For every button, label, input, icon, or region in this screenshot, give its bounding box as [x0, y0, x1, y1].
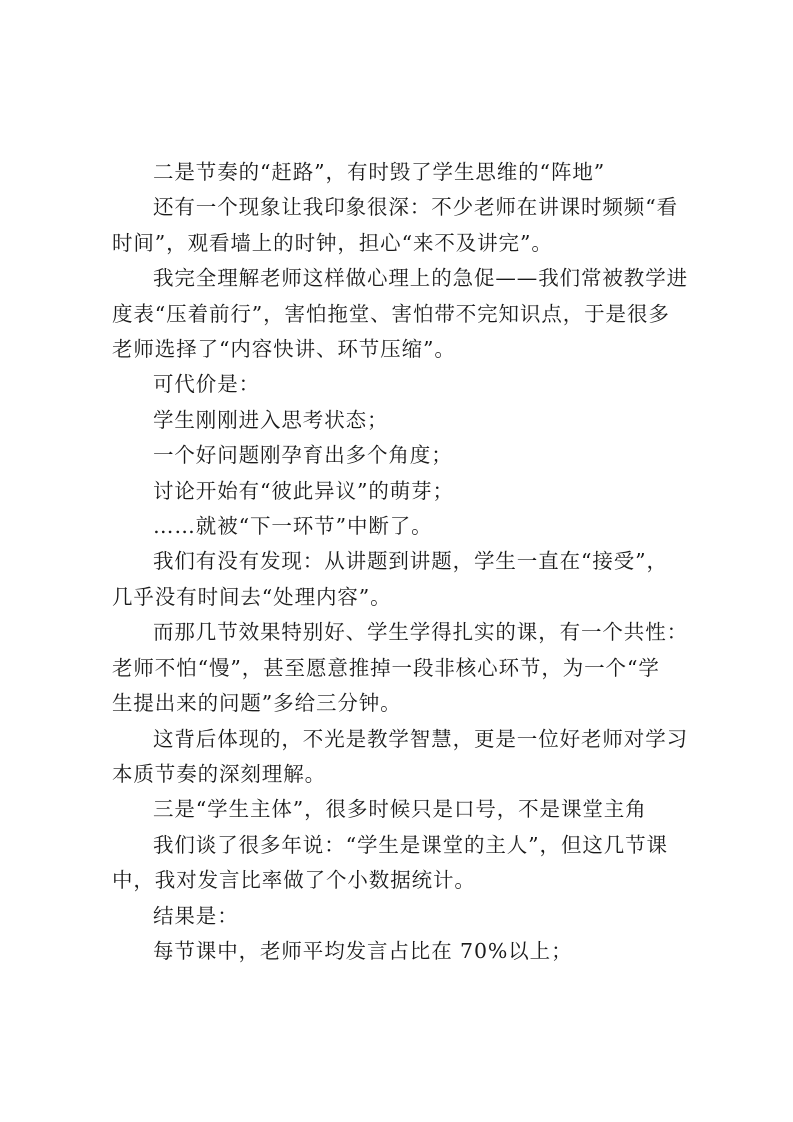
text-line: 中，我对发言比率做了个小数据统计。 — [112, 868, 476, 893]
text-line: 我们谈了很多年说：“学生是课堂的主人”，但这几节课 — [153, 832, 668, 857]
text-line: 时间”，观看墙上的时钟，担心“来不及讲完”。 — [112, 230, 553, 255]
text-line: 这背后体现的，不光是教学智慧，更是一位好老师对学习 — [153, 726, 688, 751]
text-line: 本质节奏的深刻理解。 — [112, 761, 326, 786]
section-heading-2 — [112, 155, 682, 190]
list-item — [112, 474, 682, 509]
text-line: 还有一个现象让我印象很深：不少老师在讲课时频频“看 — [153, 195, 678, 220]
paragraph — [112, 544, 682, 615]
list-item — [112, 509, 682, 544]
text-line: 讨论开始有“彼此异议”的萌芽； — [153, 478, 454, 503]
text-line: 一个好问题刚孕育出多个角度； — [153, 443, 453, 468]
paragraph — [112, 722, 688, 793]
text-line: 老师选择了“内容快讲、环节压缩”。 — [112, 337, 456, 362]
text-line: 而那几节效果特别好、学生学得扎实的课，有一个共性： — [153, 620, 688, 645]
text-line: 几乎没有时间去“处理内容”。 — [112, 584, 392, 609]
paragraph — [112, 828, 682, 899]
text-line: 我们有没有发现：从讲题到讲题，学生一直在“接受”， — [153, 549, 668, 574]
text-line: 结果是： — [153, 903, 239, 928]
text-line: 三是“学生主体”，很多时候只是口号，不是课堂主角 — [153, 797, 647, 822]
list-item — [112, 438, 682, 473]
text-line: 可代价是： — [153, 372, 260, 397]
text-line: 学生刚刚进入思考状态； — [153, 407, 389, 432]
paragraph — [112, 615, 688, 721]
text-line: 我完全理解老师这样做心理上的急促——我们常被教学进 — [153, 266, 688, 291]
paragraph — [112, 190, 682, 261]
paragraph — [112, 899, 682, 934]
paragraph — [112, 934, 682, 969]
text-line: 生提出来的问题”多给三分钟。 — [112, 691, 402, 716]
section-heading-3 — [112, 792, 682, 827]
document-body — [112, 155, 688, 969]
list-item — [112, 403, 682, 438]
paragraph — [112, 261, 688, 367]
text-line: 度表“压着前行”，害怕拖堂、害怕带不完知识点，于是很多 — [112, 301, 670, 326]
text-line: 老师不怕“慢”，甚至愿意推掉一段非核心环节，为一个“学 — [112, 655, 660, 680]
text-line: 每节课中，老师平均发言占比在 70%以上； — [153, 938, 573, 963]
text-line: 二是节奏的“赶路”，有时毁了学生思维的“阵地” — [153, 160, 606, 184]
paragraph — [112, 367, 682, 402]
text-line: ……就被“下一环节”中断了。 — [153, 514, 433, 539]
